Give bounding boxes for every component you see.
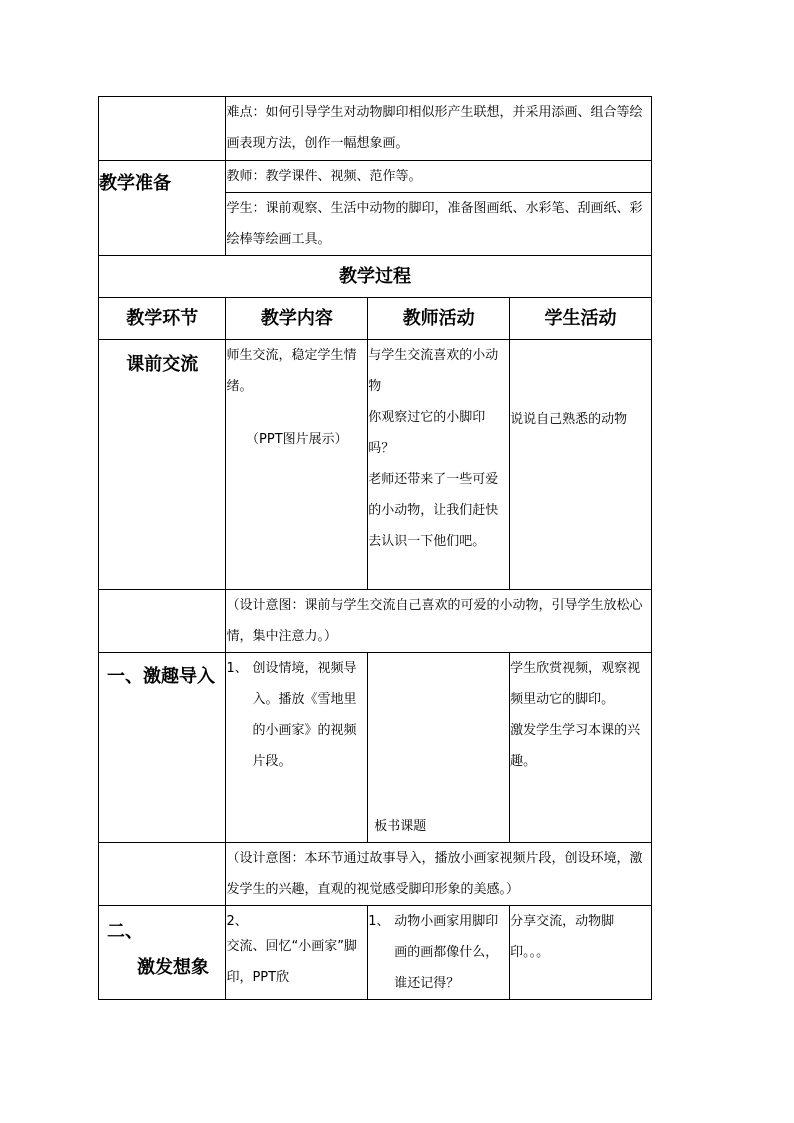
stage2-student-line: 激发学生学习本课的兴趣。 — [510, 723, 641, 769]
header-student: 学生活动 — [510, 298, 652, 340]
stage2-content — [226, 653, 368, 843]
stage1-design-row — [99, 590, 652, 653]
empty-cell — [99, 590, 226, 653]
stage1-content-text: 师生交流，稳定学生情绪。 — [226, 348, 357, 394]
preparation-teacher: 教师：教学课件、视频、范作等。 — [226, 161, 652, 193]
stage2-student-line: 学生欣赏视频，观察视频里动它的脚印。 — [510, 661, 641, 707]
stage3-label-line2: 激发想象 — [137, 957, 209, 978]
difficulty-cell — [226, 97, 652, 161]
header-stage: 教学环节 — [99, 298, 226, 340]
stage1-label: 课前交流 — [99, 340, 226, 590]
stage3-content-text: 交流、回忆“小画家”脚印，PPT欣 — [226, 939, 357, 985]
stage3-teacher — [368, 906, 510, 1000]
stage2-row — [99, 653, 652, 843]
stage3-label-line1: 二、 — [107, 921, 143, 942]
process-title-row — [99, 256, 652, 298]
stage1-teacher-line: 与学生交流喜欢的小动物 — [368, 348, 499, 394]
stage2-student — [510, 653, 652, 843]
stage2-teacher-text: 板书课题 — [374, 819, 427, 834]
stage2-content-num: 1、 — [226, 661, 248, 676]
stage1-student: 说说自己熟悉的动物 — [510, 340, 652, 590]
stage2-label: 一、激趣导入 — [99, 653, 226, 843]
empty-cell — [99, 97, 226, 161]
stage3-content — [226, 906, 368, 1000]
stage1-teacher — [368, 340, 510, 590]
preparation-student: 学生：课前观察、生活中动物的脚印，准备图画纸、水彩笔、刮画纸、彩绘棒等绘画工具。 — [226, 193, 652, 256]
stage2-teacher — [368, 653, 510, 843]
stage3-label — [99, 906, 226, 1000]
difficulty-row — [99, 97, 652, 161]
stage2-content-text: 创设情境，视频导入。播放《雪地里的小画家》的视频片段。 — [252, 661, 357, 769]
stage1-content — [226, 340, 368, 590]
empty-cell — [99, 843, 226, 906]
stage3-row — [99, 906, 652, 1000]
stage3-content-num: 2、 — [226, 914, 248, 929]
stage3-student: 分享交流，动物脚印。。。 — [510, 906, 652, 1000]
stage1-design: （设计意图：课前与学生交流自己喜欢的可爱的小动物，引导学生放松心情，集中注意力。） — [226, 590, 652, 653]
stage3-teacher-text: 动物小画家用脚印画的画都像什么，谁还记得？ — [394, 914, 499, 991]
stage1-row — [99, 340, 652, 590]
preparation-teacher-row — [99, 161, 652, 193]
process-title: 教学过程 — [99, 256, 652, 298]
lesson-plan-table — [98, 96, 652, 1000]
difficulty-text: 难点：如何引导学生对动物脚印相似形产生联想，并采用添画、组合等绘画表现方法，创作一幅想象画。 — [226, 105, 643, 151]
header-content: 教学内容 — [226, 298, 368, 340]
preparation-label: 教学准备 — [99, 161, 226, 256]
header-teacher: 教师活动 — [368, 298, 510, 340]
stage1-teacher-line: 老师还带来了一些可爱的小动物，让我们赶快去认识一下他们吧。 — [368, 472, 499, 549]
stage2-design: （设计意图：本环节通过故事导入，播放小画家视频片段，创设环境，激发学生的兴趣，直观的视觉感受脚印形象的美感。） — [226, 843, 652, 906]
stage2-design-row — [99, 843, 652, 906]
stage3-teacher-num: 1、 — [368, 914, 390, 929]
stage1-teacher-line: 你观察过它的小脚印吗？ — [368, 410, 486, 456]
stage1-content-note: （PPT图片展示） — [246, 432, 348, 447]
header-row — [99, 298, 652, 340]
